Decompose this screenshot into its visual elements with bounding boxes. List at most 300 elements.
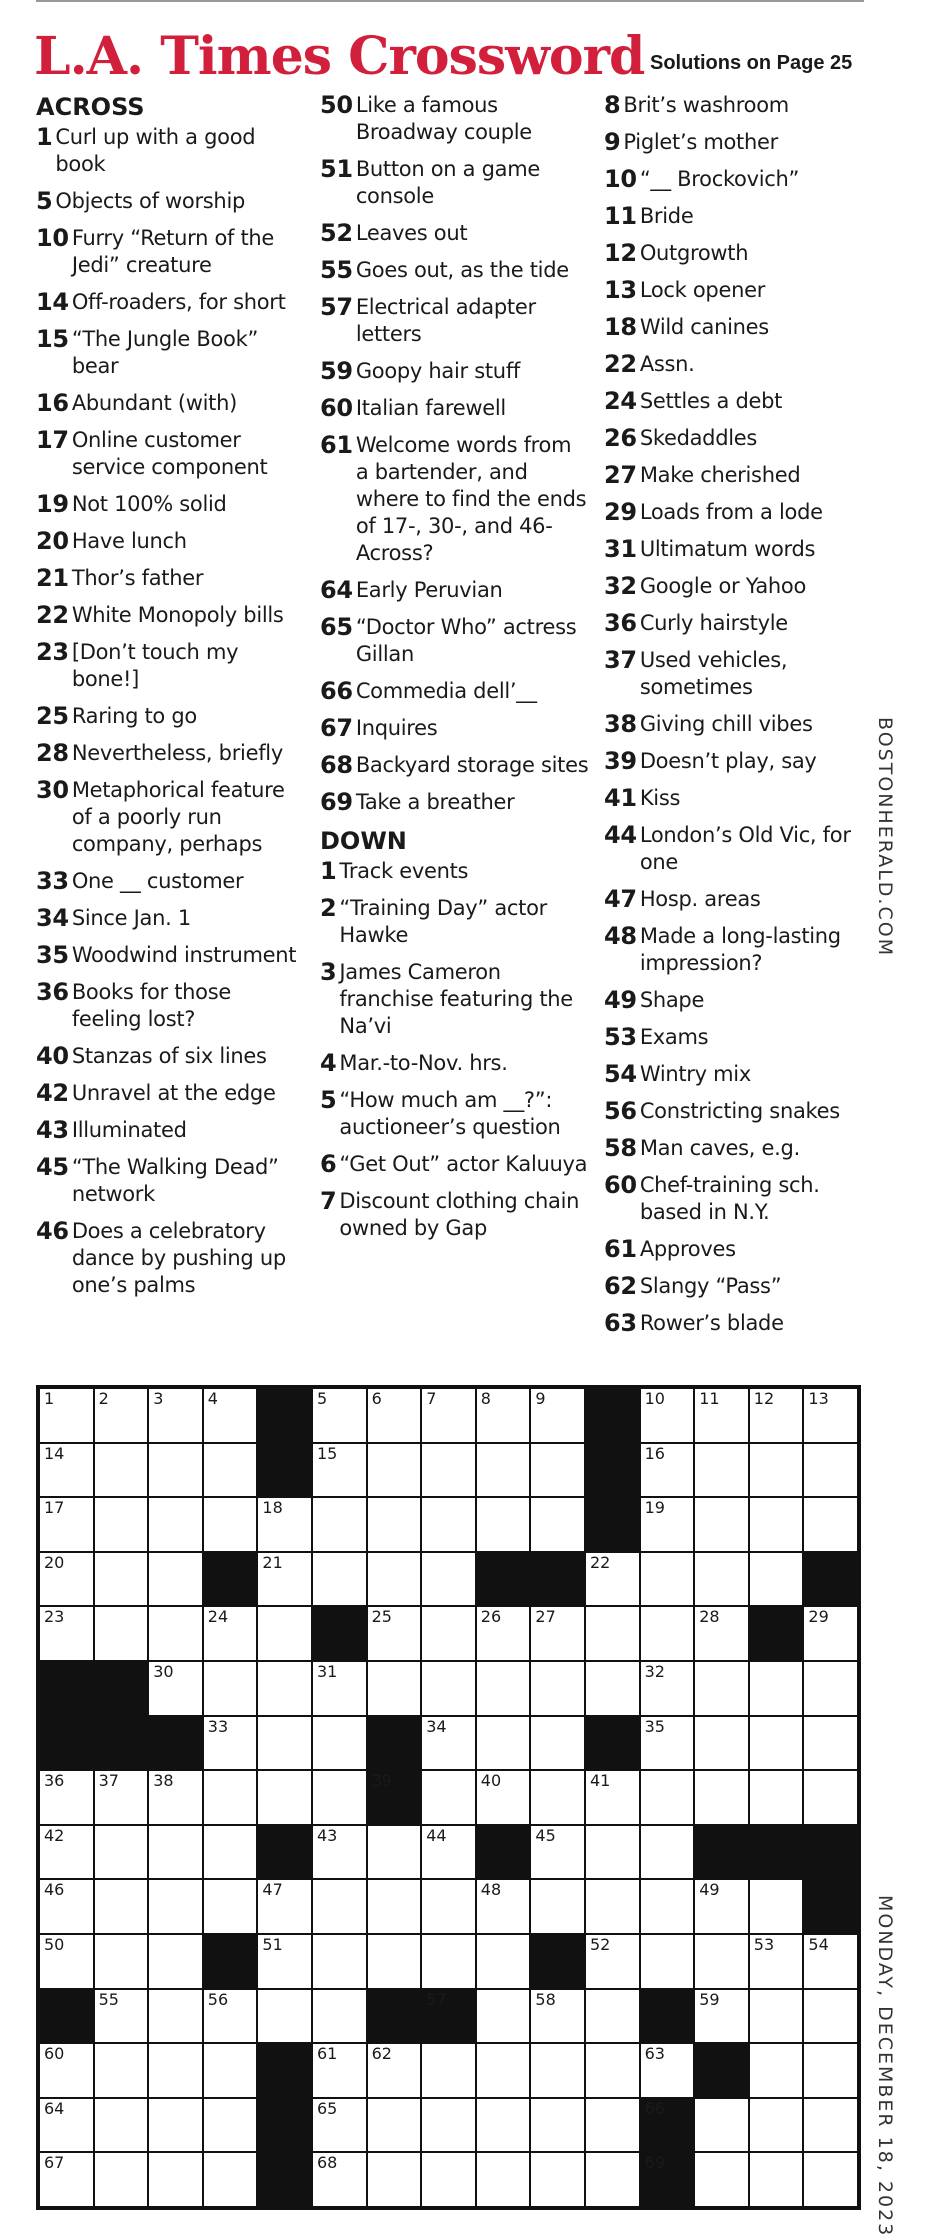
grid-cell[interactable] xyxy=(204,2044,257,2097)
clue-number: 51 xyxy=(320,155,353,183)
grid-cell[interactable] xyxy=(531,1880,584,1933)
grid-cell[interactable] xyxy=(258,1498,311,1551)
grid-cell[interactable] xyxy=(695,1607,748,1660)
clue-text: Leaves out xyxy=(355,221,468,245)
grid-cell[interactable] xyxy=(313,1990,366,2043)
grid-cell[interactable] xyxy=(477,1880,530,1933)
grid-cell[interactable] xyxy=(313,1444,366,1497)
grid-cell[interactable] xyxy=(95,1498,148,1551)
clue-number: 31 xyxy=(604,535,637,563)
grid-cell[interactable] xyxy=(641,2044,694,2097)
grid-cell[interactable] xyxy=(477,1662,530,1715)
grid-cell[interactable] xyxy=(204,1662,257,1715)
grid-cell[interactable] xyxy=(149,1389,202,1442)
clue-text: “__ Brockovich” xyxy=(639,167,800,191)
grid-cell[interactable] xyxy=(695,1880,748,1933)
clue-text: Lock opener xyxy=(639,278,766,302)
clue xyxy=(320,257,590,284)
grid-block xyxy=(40,1990,93,2043)
grid-cell[interactable] xyxy=(422,1444,475,1497)
grid-cell[interactable] xyxy=(586,1880,639,1933)
grid-cell[interactable] xyxy=(586,1607,639,1660)
grid-cell[interactable] xyxy=(531,2044,584,2097)
clue-text: Curl up with a good book xyxy=(55,125,256,176)
grid-cell[interactable] xyxy=(313,1553,366,1606)
grid-cell[interactable] xyxy=(641,1935,694,1988)
grid-cell[interactable] xyxy=(750,2044,803,2097)
grid-cell[interactable] xyxy=(368,1444,421,1497)
grid-cell[interactable] xyxy=(695,1990,748,2043)
grid-cell[interactable] xyxy=(750,1990,803,2043)
clue xyxy=(604,388,874,415)
grid-cell[interactable] xyxy=(422,1607,475,1660)
grid-cell[interactable] xyxy=(750,1662,803,1715)
clue-number: 42 xyxy=(36,1079,69,1107)
grid-cell[interactable] xyxy=(750,2099,803,2152)
clue-text: Italian farewell xyxy=(355,396,506,420)
clue xyxy=(36,326,306,380)
clue-text: Settles a debt xyxy=(639,389,783,413)
grid-cell[interactable] xyxy=(750,1444,803,1497)
clue-number: 55 xyxy=(320,256,353,284)
clue xyxy=(36,979,306,1033)
cell-number: 27 xyxy=(535,1607,556,1627)
clue-number: 15 xyxy=(36,325,69,353)
clue xyxy=(320,1087,590,1141)
grid-cell[interactable] xyxy=(204,1990,257,2043)
grid-cell[interactable] xyxy=(695,1771,748,1824)
grid-cell[interactable] xyxy=(804,1771,857,1824)
grid-cell[interactable] xyxy=(586,1662,639,1715)
grid-cell[interactable] xyxy=(641,1880,694,1933)
clue-number: 25 xyxy=(36,702,69,730)
grid-cell[interactable] xyxy=(204,1826,257,1879)
grid-cell[interactable] xyxy=(149,1990,202,2043)
grid-cell[interactable] xyxy=(804,1607,857,1660)
grid-cell[interactable] xyxy=(422,1717,475,1770)
grid-cell[interactable] xyxy=(313,2153,366,2206)
grid-cell[interactable] xyxy=(149,1553,202,1606)
grid-cell[interactable] xyxy=(695,2153,748,2206)
grid-cell[interactable] xyxy=(95,1553,148,1606)
grid-cell[interactable] xyxy=(149,1444,202,1497)
grid-cell[interactable] xyxy=(313,1880,366,1933)
cell-number: 28 xyxy=(699,1607,720,1627)
cell-number: 6 xyxy=(371,1389,382,1408)
grid-cell[interactable] xyxy=(149,1880,202,1933)
grid-cell[interactable] xyxy=(695,1553,748,1606)
grid-cell[interactable] xyxy=(258,1607,311,1660)
grid-block xyxy=(95,1662,148,1715)
clue xyxy=(604,1024,874,1051)
grid-cell[interactable] xyxy=(368,2044,421,2097)
grid-block xyxy=(586,1389,639,1442)
grid-block xyxy=(258,2099,311,2152)
grid-cell[interactable] xyxy=(641,1553,694,1606)
clue-number: 69 xyxy=(320,788,353,816)
clue xyxy=(36,777,306,858)
grid-cell[interactable] xyxy=(477,1444,530,1497)
clue-text: Electrical adapter letters xyxy=(355,295,536,346)
clue-number: 41 xyxy=(604,784,637,812)
grid-cell[interactable] xyxy=(695,1717,748,1770)
grid-cell[interactable] xyxy=(531,1717,584,1770)
grid-cell[interactable] xyxy=(750,1498,803,1551)
cell-number: 24 xyxy=(207,1607,229,1627)
clue-text: Inquires xyxy=(355,716,438,740)
grid-cell[interactable] xyxy=(40,1498,93,1551)
grid-cell[interactable] xyxy=(368,1662,421,1715)
grid-cell[interactable] xyxy=(95,1880,148,1933)
clue-number: 46 xyxy=(36,1217,69,1245)
clue-number: 5 xyxy=(320,1086,337,1114)
grid-cell[interactable] xyxy=(586,1990,639,2043)
grid-cell[interactable] xyxy=(95,1935,148,1988)
grid-cell[interactable] xyxy=(40,1880,93,1933)
grid-cell[interactable] xyxy=(95,2099,148,2152)
grid-cell[interactable] xyxy=(258,1717,311,1770)
grid-cell[interactable] xyxy=(750,1389,803,1442)
grid-cell[interactable] xyxy=(750,2153,803,2206)
clue xyxy=(36,289,306,316)
grid-cell[interactable] xyxy=(149,1935,202,1988)
grid-cell[interactable] xyxy=(40,1553,93,1606)
grid-block xyxy=(40,1662,93,1715)
clue-text: Mar.-to-Nov. hrs. xyxy=(339,1051,508,1075)
grid-cell[interactable] xyxy=(95,1826,148,1879)
grid-cell[interactable] xyxy=(368,1880,421,1933)
grid-cell[interactable] xyxy=(641,1717,694,1770)
grid-cell[interactable] xyxy=(531,2153,584,2206)
grid-cell[interactable] xyxy=(750,1771,803,1824)
cell-number: 40 xyxy=(480,1771,502,1791)
clue-number: 34 xyxy=(36,904,69,932)
grid-cell[interactable] xyxy=(804,1717,857,1770)
grid-cell[interactable] xyxy=(531,1607,584,1660)
clue-text: “Training Day” actor Hawke xyxy=(339,896,547,947)
clue-text: Goopy hair stuff xyxy=(355,359,521,383)
cell-number: 21 xyxy=(262,1552,283,1572)
grid-cell[interactable] xyxy=(477,2099,530,2152)
grid-cell[interactable] xyxy=(95,1771,148,1824)
grid-cell[interactable] xyxy=(204,1389,257,1442)
clue-number: 14 xyxy=(36,288,69,316)
grid-cell[interactable] xyxy=(695,1662,748,1715)
grid-block xyxy=(531,1553,584,1606)
grid-cell[interactable] xyxy=(204,1717,257,1770)
grid-cell[interactable] xyxy=(95,2153,148,2206)
cell-number: 41 xyxy=(589,1771,611,1791)
clue-text: Google or Yahoo xyxy=(639,574,807,598)
grid-cell[interactable] xyxy=(149,2153,202,2206)
clue-number: 18 xyxy=(604,313,637,341)
grid-cell[interactable] xyxy=(313,1826,366,1879)
cell-number: 56 xyxy=(207,1989,229,2009)
grid-cell[interactable] xyxy=(368,1498,421,1551)
clue-text: Bride xyxy=(639,204,694,228)
grid-cell[interactable] xyxy=(368,2153,421,2206)
grid-cell[interactable] xyxy=(804,1990,857,2043)
grid-cell[interactable] xyxy=(422,1935,475,1988)
grid-cell[interactable] xyxy=(95,1607,148,1660)
grid-cell[interactable] xyxy=(477,1935,530,1988)
clue xyxy=(36,639,306,693)
grid-cell[interactable] xyxy=(149,1771,202,1824)
cell-number: 35 xyxy=(644,1716,665,1736)
clue xyxy=(36,942,306,969)
grid-block xyxy=(586,1717,639,1770)
grid-cell[interactable] xyxy=(204,1880,257,1933)
clue xyxy=(36,188,306,215)
grid-cell[interactable] xyxy=(258,1662,311,1715)
clue-number: 52 xyxy=(320,219,353,247)
grid-cell[interactable] xyxy=(313,2099,366,2152)
grid-cell[interactable] xyxy=(40,2099,93,2152)
grid-cell[interactable] xyxy=(313,2044,366,2097)
grid-cell[interactable] xyxy=(804,1498,857,1551)
grid-cell[interactable] xyxy=(422,1880,475,1933)
clue xyxy=(320,678,590,705)
grid-cell[interactable] xyxy=(477,2153,530,2206)
clue-text: “Doctor Who” actress Gillan xyxy=(355,615,577,666)
grid-cell[interactable] xyxy=(531,1990,584,2043)
grid-cell[interactable] xyxy=(40,2153,93,2206)
clue xyxy=(604,166,874,193)
grid-cell[interactable] xyxy=(586,1826,639,1879)
grid-cell[interactable] xyxy=(149,2099,202,2152)
grid-cell[interactable] xyxy=(641,1771,694,1824)
grid-cell[interactable] xyxy=(204,1498,257,1551)
crossword-grid xyxy=(36,1385,861,2210)
clue-number: 45 xyxy=(36,1153,69,1181)
cell-number: 62 xyxy=(371,2044,392,2064)
grid-cell[interactable] xyxy=(40,1826,93,1879)
cell-number: 66 xyxy=(644,2098,665,2118)
grid-cell[interactable] xyxy=(422,1662,475,1715)
grid-cell[interactable] xyxy=(531,1498,584,1551)
grid-cell[interactable] xyxy=(368,1935,421,1988)
grid-cell[interactable] xyxy=(695,1935,748,1988)
clue-text: Early Peruvian xyxy=(355,578,503,602)
clue-number: 60 xyxy=(320,394,353,422)
grid-cell[interactable] xyxy=(586,1771,639,1824)
grid-cell[interactable] xyxy=(804,1662,857,1715)
grid-cell[interactable] xyxy=(531,2099,584,2152)
clue xyxy=(320,715,590,742)
grid-cell[interactable] xyxy=(40,1389,93,1442)
clue-text: Kiss xyxy=(639,786,681,810)
grid-cell[interactable] xyxy=(641,1498,694,1551)
grid-cell[interactable] xyxy=(586,2044,639,2097)
grid-cell[interactable] xyxy=(695,1444,748,1497)
clue xyxy=(320,895,590,949)
clue-text: Online customer service component xyxy=(71,428,268,479)
cell-number: 32 xyxy=(644,1661,665,1681)
grid-cell[interactable] xyxy=(368,1389,421,1442)
grid-cell[interactable] xyxy=(422,1771,475,1824)
clue-text: Welcome words from a bartender, and where to find the ends of 17-, 30-, and 46-Across? xyxy=(355,433,587,565)
clue xyxy=(36,740,306,767)
grid-cell[interactable] xyxy=(641,1389,694,1442)
grid-cell[interactable] xyxy=(313,1389,366,1442)
clue-text: Like a famous Broadway couple xyxy=(355,93,532,144)
cell-number: 53 xyxy=(753,1934,775,1954)
grid-cell[interactable] xyxy=(204,2099,257,2152)
grid-cell[interactable] xyxy=(258,1935,311,1988)
grid-cell[interactable] xyxy=(750,1553,803,1606)
grid-cell[interactable] xyxy=(804,1389,857,1442)
grid-cell[interactable] xyxy=(477,1498,530,1551)
grid-cell[interactable] xyxy=(695,1498,748,1551)
grid-cell[interactable] xyxy=(95,1444,148,1497)
grid-cell[interactable] xyxy=(477,1607,530,1660)
grid-cell[interactable] xyxy=(531,1444,584,1497)
grid-cell[interactable] xyxy=(149,2044,202,2097)
grid-cell[interactable] xyxy=(695,1389,748,1442)
clue-text: Make cherished xyxy=(639,463,801,487)
cell-number: 37 xyxy=(98,1771,119,1791)
grid-cell[interactable] xyxy=(804,2044,857,2097)
grid-cell[interactable] xyxy=(149,1826,202,1879)
grid-cell[interactable] xyxy=(368,1826,421,1879)
grid-cell[interactable] xyxy=(149,1662,202,1715)
clue xyxy=(604,1236,874,1263)
grid-cell[interactable] xyxy=(313,1498,366,1551)
grid-cell[interactable] xyxy=(477,1717,530,1770)
grid-cell[interactable] xyxy=(149,1498,202,1551)
grid-cell[interactable] xyxy=(641,1662,694,1715)
cell-number: 15 xyxy=(316,1443,338,1463)
grid-cell[interactable] xyxy=(804,2153,857,2206)
solutions-note: Solutions on Page 25 xyxy=(650,52,853,74)
grid-cell[interactable] xyxy=(40,1607,93,1660)
clue-text: Giving chill vibes xyxy=(639,712,813,736)
grid-cell[interactable] xyxy=(531,1389,584,1442)
cell-number: 5 xyxy=(316,1389,328,1408)
grid-block xyxy=(804,1880,857,1933)
grid-cell[interactable] xyxy=(422,2153,475,2206)
grid-block xyxy=(750,1826,803,1879)
clue xyxy=(604,277,874,304)
grid-cell[interactable] xyxy=(641,1607,694,1660)
clue xyxy=(320,358,590,385)
cell-number: 57 xyxy=(426,1989,447,2009)
grid-cell[interactable] xyxy=(477,1389,530,1442)
grid-cell[interactable] xyxy=(750,1935,803,1988)
grid-cell[interactable] xyxy=(477,1990,530,2043)
grid-cell[interactable] xyxy=(313,1771,366,1824)
grid-cell[interactable] xyxy=(258,1553,311,1606)
grid-cell[interactable] xyxy=(531,1826,584,1879)
clue-number: 44 xyxy=(604,821,637,849)
grid-cell[interactable] xyxy=(804,1444,857,1497)
grid-cell[interactable] xyxy=(204,2153,257,2206)
grid-cell[interactable] xyxy=(422,1826,475,1879)
grid-cell[interactable] xyxy=(95,2044,148,2097)
grid-cell[interactable] xyxy=(313,1662,366,1715)
grid-cell[interactable] xyxy=(95,1389,148,1442)
grid-cell[interactable] xyxy=(368,1553,421,1606)
clue xyxy=(36,565,306,592)
grid-cell[interactable] xyxy=(204,1771,257,1824)
grid-cell[interactable] xyxy=(204,1607,257,1660)
clue-text: Wintry mix xyxy=(639,1062,751,1086)
grid-cell[interactable] xyxy=(258,1990,311,2043)
grid-cell[interactable] xyxy=(258,1880,311,1933)
grid-cell[interactable] xyxy=(422,1553,475,1606)
grid-cell[interactable] xyxy=(204,1444,257,1497)
grid-cell[interactable] xyxy=(586,2099,639,2152)
grid-cell[interactable] xyxy=(641,1826,694,1879)
grid-cell[interactable] xyxy=(422,2099,475,2152)
grid-cell[interactable] xyxy=(695,2099,748,2152)
clue-number: 54 xyxy=(604,1060,637,1088)
clue-text: Backyard storage sites xyxy=(355,753,589,777)
clue xyxy=(604,203,874,230)
clue-text: Man caves, e.g. xyxy=(639,1136,800,1160)
clue xyxy=(320,858,590,885)
grid-cell[interactable] xyxy=(368,2099,421,2152)
cell-number: 58 xyxy=(535,1989,556,2009)
clue xyxy=(604,748,874,775)
grid-cell[interactable] xyxy=(40,1771,93,1824)
clue-text: Track events xyxy=(339,859,469,883)
clue-number: 24 xyxy=(604,387,637,415)
clue xyxy=(36,1218,306,1299)
grid-cell[interactable] xyxy=(531,1662,584,1715)
clue-number: 27 xyxy=(604,461,637,489)
clue xyxy=(36,427,306,481)
grid-cell[interactable] xyxy=(40,2044,93,2097)
grid-cell[interactable] xyxy=(477,1771,530,1824)
grid-cell[interactable] xyxy=(422,1498,475,1551)
grid-cell[interactable] xyxy=(368,1607,421,1660)
grid-block xyxy=(586,1498,639,1551)
grid-block xyxy=(641,2153,694,2206)
grid-cell[interactable] xyxy=(804,1935,857,1988)
grid-cell[interactable] xyxy=(422,1389,475,1442)
cell-number: 13 xyxy=(808,1389,829,1408)
clue-text: Curly hairstyle xyxy=(639,611,788,635)
grid-cell[interactable] xyxy=(531,1771,584,1824)
clue-text: Made a long-lasting impression? xyxy=(639,924,841,975)
top-rule xyxy=(36,0,864,2)
clue-number: 1 xyxy=(320,857,337,885)
grid-cell[interactable] xyxy=(586,2153,639,2206)
grid-cell[interactable] xyxy=(95,1990,148,2043)
grid-cell[interactable] xyxy=(40,1935,93,1988)
grid-cell[interactable] xyxy=(750,1880,803,1933)
grid-cell[interactable] xyxy=(477,2044,530,2097)
grid-cell[interactable] xyxy=(422,2044,475,2097)
cell-number: 7 xyxy=(426,1389,437,1408)
grid-cell[interactable] xyxy=(258,1771,311,1824)
grid-block xyxy=(40,1717,93,1770)
grid-cell[interactable] xyxy=(641,1444,694,1497)
grid-cell[interactable] xyxy=(313,1935,366,1988)
clue-text: Outgrowth xyxy=(639,241,749,265)
grid-cell[interactable] xyxy=(40,1444,93,1497)
grid-cell[interactable] xyxy=(586,1553,639,1606)
cell-number: 65 xyxy=(316,2098,338,2118)
clue-text: James Cameron franchise featuring the Na’vi xyxy=(339,960,573,1038)
cell-number: 16 xyxy=(644,1443,665,1463)
grid-cell[interactable] xyxy=(586,1935,639,1988)
grid-cell[interactable] xyxy=(313,1717,366,1770)
grid-cell[interactable] xyxy=(750,1717,803,1770)
grid-cell[interactable] xyxy=(804,2099,857,2152)
grid-cell[interactable] xyxy=(149,1607,202,1660)
